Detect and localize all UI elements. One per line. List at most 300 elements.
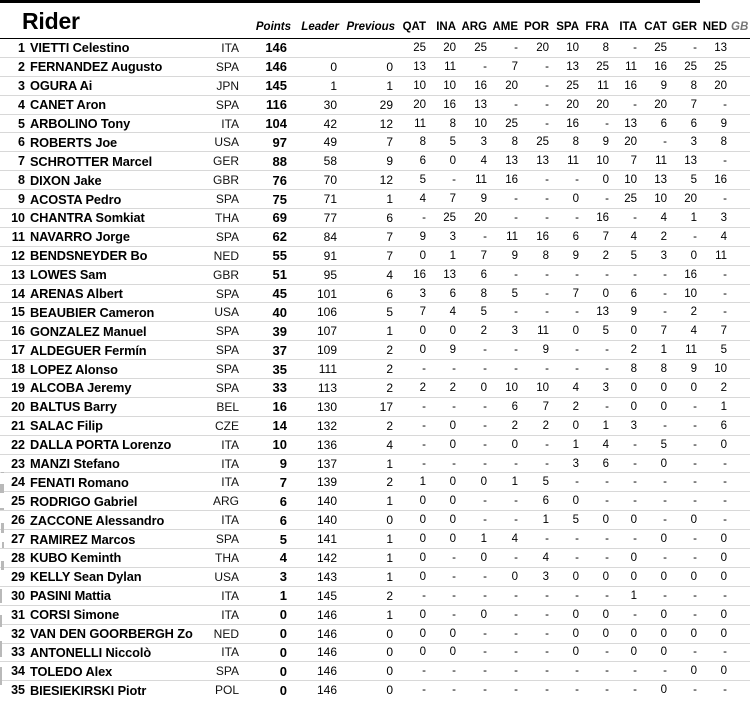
round-points-spa: 4 <box>572 381 580 394</box>
round-points-ger: 11 <box>685 344 698 357</box>
round-points-ame: 25 <box>505 117 519 130</box>
table-row[interactable] <box>0 303 750 322</box>
rider-position: 29 <box>11 569 25 584</box>
round-points-ina: 0 <box>449 155 457 168</box>
table-header <box>0 3 750 39</box>
table-row[interactable] <box>0 416 750 435</box>
round-points-arg: - <box>483 684 488 697</box>
round-points-gbr-cutoff <box>730 379 750 398</box>
round-points-ame: - <box>514 98 519 111</box>
round-points-por: - <box>545 287 550 300</box>
gap-to-leader: 140 <box>316 513 338 528</box>
gap-to-previous: 7 <box>386 248 394 263</box>
rider-name[interactable]: SALAC Filip <box>30 418 103 434</box>
table-row[interactable] <box>0 133 750 152</box>
round-points-qat: 0 <box>419 608 427 621</box>
header-round-ned[interactable]: NED <box>702 21 728 33</box>
rider-position: 2 <box>18 59 25 74</box>
rider-name[interactable]: VAN DEN GOORBERGH Zo <box>30 626 193 642</box>
table-row[interactable] <box>0 284 750 303</box>
round-points-ame: 16 <box>505 174 519 187</box>
rider-points: 104 <box>265 116 288 131</box>
table-row[interactable] <box>0 473 750 492</box>
gap-to-previous: 0 <box>386 645 394 660</box>
table-row[interactable] <box>0 114 750 133</box>
round-points-ina: 0 <box>449 627 457 640</box>
round-points-por: - <box>545 438 550 451</box>
header-round-arg[interactable]: ARG <box>461 21 488 33</box>
rider-name[interactable]: DIXON Jake <box>30 172 102 188</box>
round-points-ned: 25 <box>714 60 728 73</box>
round-points-gbr-cutoff <box>730 209 750 228</box>
gap-to-previous: 1 <box>386 607 394 622</box>
table-row[interactable] <box>0 379 750 398</box>
round-points-spa: - <box>575 174 580 187</box>
rider-nationality: ITA <box>221 475 240 490</box>
table-row[interactable] <box>0 265 750 284</box>
round-points-ned: 10 <box>714 363 728 376</box>
rider-name[interactable]: MANZI Stefano <box>30 456 120 472</box>
rider-nationality: THA <box>215 210 240 225</box>
round-points-gbr-cutoff <box>730 322 750 341</box>
gap-to-leader: 49 <box>323 135 338 150</box>
round-points-ger: 5 <box>690 174 698 187</box>
round-points-gbr-cutoff <box>730 681 750 700</box>
round-points-cat: - <box>663 551 668 564</box>
rider-nationality: ITA <box>221 513 240 528</box>
table-row[interactable] <box>0 492 750 511</box>
rider-name[interactable]: RAMIREZ Marcos <box>30 531 136 547</box>
rider-position: 23 <box>11 456 25 471</box>
rider-position: 27 <box>11 532 25 547</box>
header-round-ina[interactable]: INA <box>436 21 457 33</box>
round-points-ned: 1 <box>720 400 728 413</box>
header-points[interactable]: Points <box>255 21 292 33</box>
gap-to-previous: 7 <box>386 135 394 150</box>
round-points-cat: 0 <box>660 381 668 394</box>
round-points-fra: 5 <box>602 325 610 338</box>
round-points-por: 4 <box>542 551 550 564</box>
round-points-ita: - <box>633 608 638 621</box>
rider-nationality: SPA <box>215 664 240 679</box>
round-points-spa: 0 <box>572 627 580 640</box>
gap-to-previous: 9 <box>386 154 394 169</box>
table-row[interactable] <box>0 454 750 473</box>
table-row[interactable] <box>0 397 750 416</box>
rider-name[interactable]: SCHROTTER Marcel <box>30 153 153 169</box>
round-points-gbr-cutoff <box>730 605 750 624</box>
header-round-ame[interactable]: AME <box>492 21 519 33</box>
round-points-ita: 10 <box>624 174 638 187</box>
gap-to-previous: 4 <box>386 267 394 282</box>
round-points-arg: 9 <box>480 193 488 206</box>
round-points-por: 2 <box>542 419 550 432</box>
round-points-ger: - <box>693 684 698 697</box>
round-points-ita: 2 <box>630 344 638 357</box>
round-points-spa: - <box>575 211 580 224</box>
table-row[interactable] <box>0 643 750 662</box>
round-points-ned: 2 <box>720 381 728 394</box>
gap-to-previous: 2 <box>386 362 394 377</box>
round-points-ame: 13 <box>505 155 519 168</box>
round-points-spa: 1 <box>572 438 580 451</box>
gap-to-previous <box>343 39 399 58</box>
rider-name[interactable]: CHANTRA Somkiat <box>30 210 145 226</box>
round-points-gbr-cutoff <box>730 303 750 322</box>
round-points-fra: - <box>605 476 610 489</box>
table-row[interactable] <box>0 549 750 568</box>
gap-to-leader: 106 <box>316 305 338 320</box>
round-points-arg: - <box>483 344 488 357</box>
table-row[interactable] <box>0 95 750 114</box>
round-points-ame: - <box>514 193 519 206</box>
rider-name[interactable]: BENDSNEYDER Bo <box>30 248 148 264</box>
round-points-ger: 4 <box>690 325 698 338</box>
round-points-spa: 6 <box>572 230 580 243</box>
rider-name[interactable]: TOLEDO Alex <box>30 663 113 679</box>
round-points-fra: 25 <box>596 60 610 73</box>
table-row[interactable] <box>0 227 750 246</box>
gap-to-previous: 2 <box>386 343 394 358</box>
round-points-ina: - <box>452 174 457 187</box>
table-row[interactable] <box>0 567 750 586</box>
round-points-spa: 8 <box>572 136 580 149</box>
round-points-ita: - <box>633 665 638 678</box>
round-points-qat: - <box>422 211 427 224</box>
rider-points: 5 <box>279 531 288 547</box>
header-round-cat[interactable]: CAT <box>644 21 668 33</box>
gap-to-previous: 17 <box>379 399 394 414</box>
round-points-ame: 3 <box>511 325 519 338</box>
round-points-gbr-cutoff <box>730 227 750 246</box>
round-points-ita: 3 <box>630 419 638 432</box>
round-points-ned: - <box>723 98 728 111</box>
round-points-gbr-cutoff <box>730 133 750 152</box>
header-round-ger[interactable]: GER <box>672 21 698 33</box>
round-points-fra: 0 <box>602 287 610 300</box>
round-points-fra: 7 <box>602 230 610 243</box>
table-row[interactable] <box>0 152 750 171</box>
round-points-fra: 0 <box>602 570 610 583</box>
rider-name[interactable]: ANTONELLI Niccolò <box>30 644 152 660</box>
round-points-por: - <box>545 60 550 73</box>
rider-name[interactable]: ARENAS Albert <box>30 286 123 302</box>
table-row[interactable] <box>0 624 750 643</box>
table-row[interactable] <box>0 360 750 379</box>
rider-position: 32 <box>11 626 25 641</box>
round-points-ger: - <box>693 495 698 508</box>
gap-to-leader: 0 <box>330 59 338 74</box>
rider-name[interactable]: ARBOLINO Tony <box>30 116 131 131</box>
header-round-ita[interactable]: ITA <box>619 21 638 33</box>
round-points-por: - <box>545 79 550 92</box>
round-points-cat: - <box>663 514 668 527</box>
round-points-por: - <box>545 306 550 319</box>
round-points-ame: 10 <box>505 381 519 394</box>
table-row[interactable] <box>0 511 750 530</box>
round-points-cat: 13 <box>654 174 668 187</box>
round-points-por: - <box>545 363 550 376</box>
round-points-cat: - <box>663 419 668 432</box>
round-points-ame: - <box>514 268 519 281</box>
gap-to-leader: 146 <box>316 664 338 679</box>
round-points-cat: 0 <box>660 400 668 413</box>
round-points-cat: 0 <box>660 533 668 546</box>
round-points-spa: 9 <box>572 249 580 262</box>
round-points-ger: 6 <box>690 117 698 130</box>
header-nationality <box>195 3 245 39</box>
round-points-gbr-cutoff <box>730 567 750 586</box>
round-points-gbr-cutoff <box>730 190 750 209</box>
round-points-ina: - <box>452 400 457 413</box>
round-points-cat: - <box>663 268 668 281</box>
rider-points: 116 <box>266 97 288 113</box>
table-row[interactable] <box>0 605 750 624</box>
round-points-ger: 1 <box>690 211 698 224</box>
table-row[interactable] <box>0 435 750 454</box>
rider-position: 10 <box>11 210 25 225</box>
rider-points: 146 <box>265 40 288 56</box>
round-points-ned: 7 <box>720 325 728 338</box>
gap-to-leader: 132 <box>316 418 338 433</box>
header-previous[interactable]: Previous <box>346 21 396 33</box>
rider-name[interactable]: KELLY Sean Dylan <box>30 569 142 585</box>
rider-points: 37 <box>272 342 288 358</box>
rider-position: 4 <box>18 97 25 112</box>
rider-name[interactable]: VIETTI Celestino <box>30 40 130 56</box>
round-points-ned: 3 <box>720 211 728 224</box>
header-round-fra[interactable]: FRA <box>585 21 610 33</box>
round-points-fra: 1 <box>602 419 610 432</box>
rider-points: 62 <box>272 229 288 245</box>
rider-position: 12 <box>11 248 25 263</box>
round-points-por: - <box>545 117 550 130</box>
round-points-arg: - <box>483 665 488 678</box>
round-points-gbr-cutoff <box>730 95 750 114</box>
header-round-qat[interactable]: QAT <box>402 21 427 33</box>
round-points-arg: - <box>483 230 488 243</box>
rider-points: 9 <box>279 456 288 472</box>
rider-points: 35 <box>272 361 288 377</box>
rider-nationality: GBR <box>213 267 240 282</box>
table-row[interactable] <box>0 322 750 341</box>
round-points-gbr-cutoff <box>730 511 750 530</box>
gap-to-leader: 143 <box>316 569 338 584</box>
rider-nationality: SPA <box>215 97 240 112</box>
round-points-arg: 2 <box>480 325 488 338</box>
round-points-ita: 0 <box>630 551 638 564</box>
round-points-ina: 0 <box>449 514 457 527</box>
round-points-ned: 0 <box>720 533 728 546</box>
round-points-ned: - <box>723 684 728 697</box>
table-row[interactable] <box>0 662 750 681</box>
rider-name[interactable]: NAVARRO Jorge <box>30 229 130 245</box>
round-points-cat: 6 <box>660 117 668 130</box>
rider-name[interactable]: PASINI Mattia <box>30 588 111 604</box>
table-row[interactable] <box>0 246 750 265</box>
round-points-ame: - <box>514 514 519 527</box>
round-points-ame: - <box>514 41 519 54</box>
round-points-gbr-cutoff <box>730 114 750 133</box>
rider-nationality: NED <box>213 248 240 263</box>
rider-nationality: USA <box>214 569 240 584</box>
rider-position: 35 <box>11 683 25 698</box>
round-points-por: 16 <box>536 230 550 243</box>
round-points-ame: - <box>514 306 519 319</box>
round-points-fra: - <box>605 665 610 678</box>
header-rider: Rider <box>22 8 80 34</box>
gap-to-previous: 2 <box>386 380 394 395</box>
round-points-ger: - <box>693 476 698 489</box>
header-round-por[interactable]: POR <box>524 21 550 33</box>
round-points-ina: 0 <box>449 438 457 451</box>
round-points-cat: 20 <box>654 98 668 111</box>
round-points-arg: - <box>483 570 488 583</box>
round-points-gbr-cutoff <box>730 454 750 473</box>
round-points-gbr-cutoff <box>730 39 750 58</box>
round-points-ita: 4 <box>630 230 638 243</box>
round-points-spa: - <box>575 344 580 357</box>
round-points-por: 7 <box>542 400 550 413</box>
rider-name[interactable]: ROBERTS Joe <box>30 134 118 150</box>
rider-name[interactable]: ZACCONE Alessandro <box>30 512 165 528</box>
round-points-ita: 0 <box>630 325 638 338</box>
header-round-gbr-cutoff[interactable]: GB <box>731 21 749 33</box>
round-points-ina: 6 <box>449 287 457 300</box>
round-points-ita: - <box>633 457 638 470</box>
header-round-spa[interactable]: SPA <box>556 21 580 33</box>
round-points-ame: - <box>514 363 519 376</box>
table-row[interactable] <box>0 681 750 700</box>
round-points-gbr-cutoff <box>730 473 750 492</box>
round-points-qat: 0 <box>419 551 427 564</box>
round-points-ger: 20 <box>684 193 698 206</box>
round-points-ned: 16 <box>714 174 728 187</box>
round-points-cat: - <box>663 136 668 149</box>
table-row[interactable] <box>0 39 750 58</box>
gap-to-leader: 95 <box>323 267 338 282</box>
round-points-arg: - <box>483 627 488 640</box>
round-points-arg: 0 <box>480 551 488 564</box>
round-points-ame: - <box>514 551 519 564</box>
round-points-fra: - <box>605 117 610 130</box>
rider-name[interactable]: FENATI Romano <box>30 474 129 490</box>
round-points-arg: 0 <box>480 381 488 394</box>
gap-to-previous: 1 <box>386 494 394 509</box>
table-row[interactable] <box>0 190 750 209</box>
round-points-ita: 8 <box>630 363 638 376</box>
round-points-arg: 0 <box>480 476 488 489</box>
rider-position: 19 <box>11 380 25 395</box>
rider-nationality: ITA <box>221 40 240 55</box>
rider-name[interactable]: BEAUBIER Cameron <box>30 304 155 320</box>
rider-name[interactable]: ALCOBA Jeremy <box>30 380 132 396</box>
round-points-ina: - <box>452 551 457 564</box>
round-points-cat: 4 <box>660 211 668 224</box>
round-points-gbr-cutoff <box>730 265 750 284</box>
round-points-qat: 20 <box>413 98 427 111</box>
table-row[interactable] <box>0 209 750 228</box>
round-points-qat: - <box>422 363 427 376</box>
gap-to-previous: 1 <box>386 550 394 565</box>
round-points-ger: 16 <box>684 268 698 281</box>
round-points-spa: - <box>575 476 580 489</box>
rider-name[interactable]: ACOSTA Pedro <box>30 191 122 207</box>
rider-points: 0 <box>279 682 288 698</box>
rider-name[interactable]: OGURA Ai <box>30 78 93 94</box>
round-points-cat: 2 <box>660 230 668 243</box>
rider-name[interactable]: LOWES Sam <box>30 267 107 283</box>
rider-name[interactable]: CANET Aron <box>30 97 107 113</box>
round-points-spa: 0 <box>572 608 580 621</box>
round-points-fra: - <box>605 589 610 602</box>
round-points-cat: 8 <box>660 363 668 376</box>
rider-position: 6 <box>18 135 25 150</box>
gap-to-leader: 137 <box>316 456 338 471</box>
table-row[interactable] <box>0 586 750 605</box>
round-points-arg: 3 <box>480 136 488 149</box>
gap-to-leader: 1 <box>330 78 338 93</box>
rider-name[interactable]: ALDEGUER Fermín <box>30 342 147 358</box>
round-points-arg: 16 <box>474 79 488 92</box>
rider-name[interactable]: GONZALEZ Manuel <box>30 323 147 339</box>
rider-nationality: SPA <box>215 59 240 74</box>
round-points-ame: 0 <box>511 438 519 451</box>
round-points-cat: 11 <box>655 155 668 168</box>
round-points-ina: 2 <box>449 381 457 394</box>
round-points-ina: - <box>452 589 457 602</box>
rider-name[interactable]: RODRIGO Gabriel <box>30 493 138 509</box>
round-points-ame: - <box>514 457 519 470</box>
gap-to-previous: 7 <box>386 229 394 244</box>
table-row[interactable] <box>0 57 750 76</box>
round-points-ina: - <box>452 570 457 583</box>
round-points-spa: - <box>575 533 580 546</box>
rider-name[interactable]: BALTUS Barry <box>30 399 117 415</box>
rider-name[interactable]: DALLA PORTA Lorenzo <box>30 437 172 453</box>
round-points-cat: - <box>663 287 668 300</box>
rider-name[interactable]: LOPEZ Alonso <box>30 361 118 377</box>
round-points-arg: 11 <box>475 174 488 187</box>
table-row[interactable] <box>0 76 750 95</box>
round-points-ger: - <box>693 400 698 413</box>
round-points-gbr-cutoff <box>730 530 750 549</box>
round-points-qat: 1 <box>419 476 427 489</box>
round-points-ger: - <box>693 230 698 243</box>
rider-nationality: GER <box>213 154 240 169</box>
rider-points: 75 <box>272 191 288 207</box>
rider-name[interactable]: CORSI Simone <box>30 607 120 623</box>
rider-name[interactable]: FERNANDEZ Augusto <box>30 59 163 75</box>
rider-nationality: POL <box>215 683 240 698</box>
gap-to-previous: 0 <box>386 513 394 528</box>
table-row[interactable] <box>0 530 750 549</box>
rider-name[interactable]: BIESIEKIRSKI Piotr <box>30 682 147 698</box>
table-row[interactable] <box>0 341 750 360</box>
gap-to-leader: 101 <box>316 286 338 301</box>
gap-to-previous: 1 <box>386 324 394 339</box>
rider-points: 0 <box>279 644 288 660</box>
header-leader[interactable]: Leader <box>301 21 340 33</box>
rider-nationality: ITA <box>221 645 240 660</box>
rider-standings-table <box>0 3 750 700</box>
rider-nationality: SPA <box>215 229 240 244</box>
table-row[interactable] <box>0 171 750 190</box>
round-points-spa: 20 <box>566 98 580 111</box>
round-points-gbr-cutoff <box>730 624 750 643</box>
rider-nationality: JPN <box>216 78 240 93</box>
rider-name[interactable]: KUBO Keminth <box>30 550 122 566</box>
